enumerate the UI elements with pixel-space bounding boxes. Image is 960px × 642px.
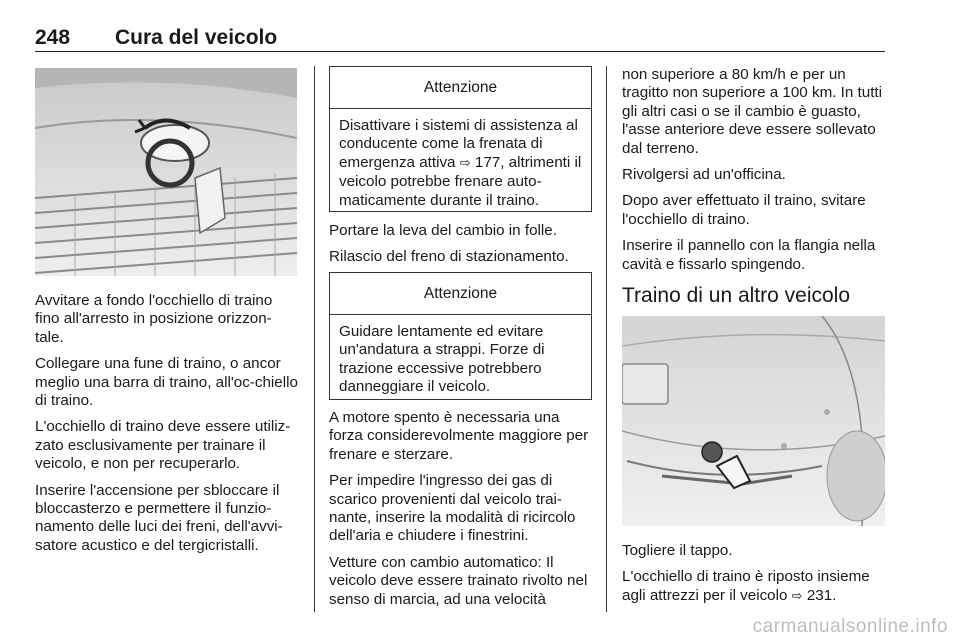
header-rule bbox=[35, 51, 885, 52]
column-2-bottom bbox=[329, 409, 597, 617]
column-1 bbox=[35, 292, 299, 563]
column-divider-1 bbox=[314, 66, 315, 612]
paragraph: Vetture con cambio automatico: Il veicolo deve essere trainato rivolto nel senso di marcia, ad una velocità bbox=[329, 553, 588, 608]
paragraph: L'occhiello di traino è riposto insieme agli attrezzi per il veicolo ⇨ 231. bbox=[622, 568, 870, 604]
watermark: carmanualsonline.info bbox=[752, 616, 948, 637]
column-divider-2 bbox=[606, 66, 607, 612]
page-reference-icon: ⇨ bbox=[459, 155, 471, 171]
warning-text: Disattivare i sistemi di assistenza al conducente come la frenata di emergenza attiva ⇨ 177, altrimenti il veicolo potrebbe frenare auto-maticamente durante il traino. bbox=[339, 117, 582, 209]
page-header-title: Cura del veicolo bbox=[115, 26, 278, 49]
paragraph: A motore spento è necessaria una forza considerevolmente maggiore per frenare e sterzare. bbox=[329, 409, 589, 463]
warning-heading: Attenzione bbox=[330, 67, 591, 109]
paragraph: Avvitare a fondo l'occhiello di traino fino all'arresto in posizione orizzon-tale. bbox=[35, 292, 273, 346]
paragraph: Dopo aver effettuato il traino, svitare l'occhiello di traino. bbox=[622, 192, 866, 228]
warning-text: Guidare lentamente ed evitare un'andatura a strappi. Forze di trazione eccessive potrebbero danneggiare il veicolo. bbox=[339, 323, 545, 396]
warning-box-1 bbox=[329, 66, 592, 212]
paragraph: Rilascio del freno di stazionamento. bbox=[329, 248, 569, 266]
rear-bumper-image bbox=[622, 316, 885, 526]
page-reference-icon: ⇨ bbox=[791, 588, 803, 604]
paragraph: Portare la leva del cambio in folle. bbox=[329, 222, 557, 239]
paragraph: Collegare una fune di traino, o ancor meglio una barra di traino, all'oc-chiello di traino. bbox=[35, 355, 298, 410]
paragraph: Togliere il tappo. bbox=[622, 542, 733, 559]
paragraph: Inserire il pannello con la flangia nella cavità e fissarlo spingendo. bbox=[622, 237, 876, 273]
warning-heading: Attenzione bbox=[330, 273, 591, 315]
paragraph: non superiore a 80 km/h e per un tragitto non superiore a 100 km. In tutti gli altri casi o se il cambio è guasto, l'asse anteriore deve essere sollevato dal terreno. bbox=[622, 66, 883, 157]
column-2-mid bbox=[329, 222, 597, 275]
section-title: Traino di un altro veicolo bbox=[622, 284, 851, 307]
page-number: 248 bbox=[35, 26, 71, 49]
paragraph: Rivolgersi ad un'officina. bbox=[622, 166, 786, 184]
warning-box-2 bbox=[329, 272, 592, 400]
paragraph: L'occhiello di traino deve essere utiliz-zato esclusivamente per trainare il veicolo, e non per recuperarlo. bbox=[35, 418, 291, 473]
paragraph: Inserire l'accensione per sbloccare il bloccasterzo e permettere il funzio-namento delle luci dei freni, dell'avvi-satore acustico e del tergicristalli. bbox=[35, 481, 283, 554]
towing-eye-front-image bbox=[35, 68, 297, 276]
column-3-bottom bbox=[622, 542, 888, 614]
column-3-top bbox=[622, 66, 888, 282]
paragraph: Per impedire l'ingresso dei gas di scarico provenienti dal veicolo trai-nante, inserire la modalità di ricircolo dell'aria e chiudere i finestrini. bbox=[329, 472, 576, 545]
